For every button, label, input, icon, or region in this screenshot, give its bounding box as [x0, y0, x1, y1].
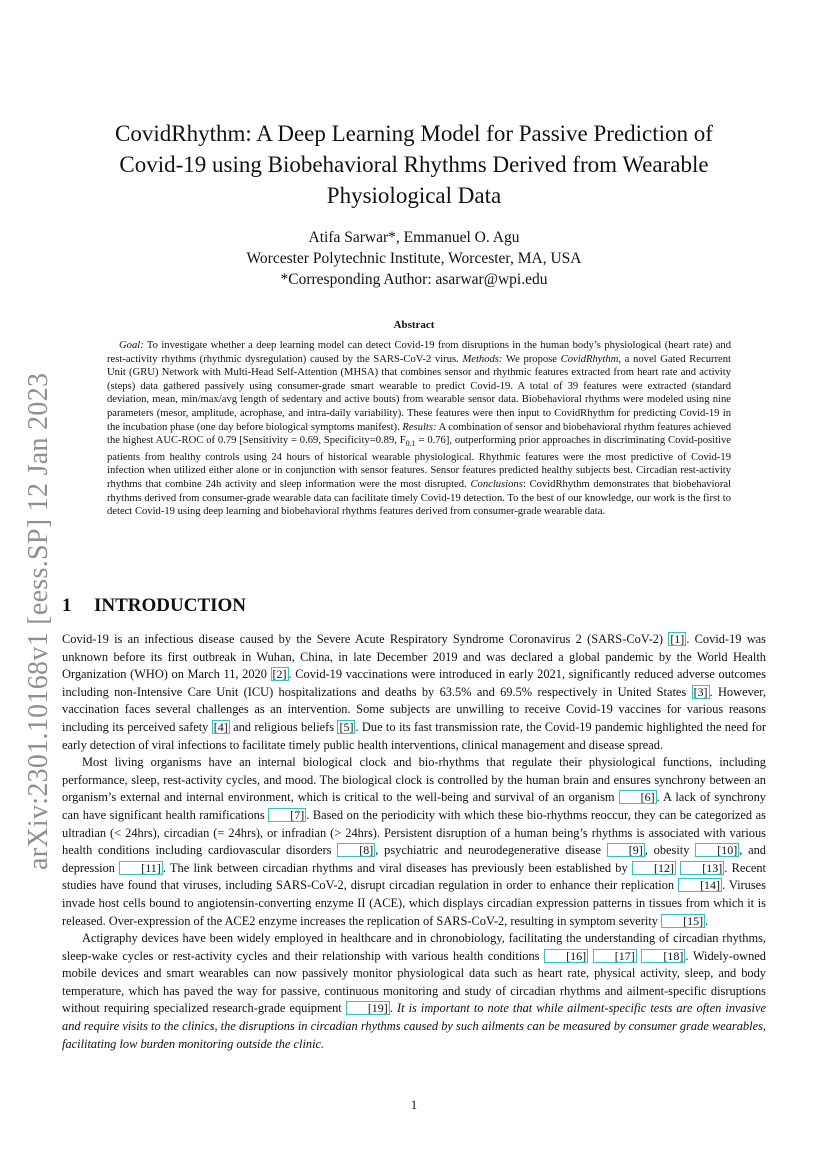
page-number: 1 [410, 1098, 418, 1112]
citation-link[interactable]: [3] [693, 684, 708, 699]
text-run: Actigraphy devices have been widely employed in healthcare and in chronobiology, facilitating the understanding of circadian rhythms, sleep-wake cycles or rest-activity cycles and their relationship with various health conditions [62, 931, 766, 963]
citation-link[interactable]: [13] [680, 861, 724, 875]
introduction-body [62, 631, 766, 1053]
citation-link[interactable]: [10] [695, 843, 739, 857]
section-heading [62, 595, 246, 617]
abstract-body [107, 339, 731, 519]
text-run: . Viruses invade host cells bound to angiotensin-converting enzyme II (ACE), which displays circadian expression patterns in tissues from which it is released. Over-expression of the ACE2 enzyme increases the replication of SARS-CoV-2, resulting in symptom severity [62, 878, 766, 928]
section-title: INTRODUCTION [94, 595, 247, 616]
intro-paragraph-2 [62, 754, 766, 930]
author-block [150, 227, 678, 290]
goal-text: To investigate whether a deep learning model can detect Covid-19 from disruptions in the human body’s physiological (heart rate) and rest-activity rhythms (rhythmic dysregulation) caused by the SARS-CoV-2 virus. [107, 340, 731, 365]
text-run: . Based on the periodicity with which these bio-rhythms reoccur, they can be categorized as ultradian (< 24hrs), circadian (= 24hrs), or infradian (> 24hrs). Persistent disruption of a human being’s rhythms is associated with various health conditions including cardiovascular disorders [62, 807, 766, 858]
goal-label: Goal: [119, 340, 144, 351]
citation-link[interactable]: [6] [619, 790, 657, 804]
text-run: . A lack of synchrony can have significant health ramifications [62, 790, 766, 822]
author-names: Atifa Sarwar*, Emmanuel O. Agu [308, 229, 520, 246]
citation-link[interactable]: [16] [544, 949, 588, 963]
text-run: . [705, 913, 709, 928]
abstract-heading: Abstract [393, 319, 435, 331]
citation-link[interactable]: [2] [272, 667, 287, 682]
results-text-continued: = 0.76], outperforming prior approaches in discriminating Covid-positive patients from healthy controls using 24 hours of historical wearable physiological. Rhythmic features were the most predictive of Covid-19 infection when utilized either alone or in conjunction with sensor features. Sensor features predicted healthy subjects best. Circadian rest-activity rhythms that combine 24h activity and sleep information were the most disrupted. [107, 435, 731, 491]
text-run: Most living organisms have an internal biological clock and bio-rhythms that regulate their physiological functions, including performance, sleep, rest-activity cycles, and mood. The biological clock is controlled by the human brain and ensures synchrony between an organism’s external and internal environment, which is critical to the well-being and survival of an organism [62, 755, 766, 805]
paper-title: CovidRhythm: A Deep Learning Model for Passive Prediction of Covid-19 using Biobehavioral Rhythms Derived from Wearable Physiological Data [115, 121, 713, 208]
citation-link[interactable]: [18] [641, 949, 685, 963]
text-run: , and depression [62, 843, 766, 875]
text-run: , psychiatric and neurodegenerative disease [375, 843, 607, 858]
conclusions-label: Conclusions [470, 479, 523, 491]
citation-link[interactable]: [12] [632, 861, 676, 875]
author-affiliation: Worcester Polytechnic Institute, Worcester, MA, USA [246, 250, 582, 267]
methods-text: , a novel Gated Recurrent Unit (GRU) Network with Multi-Head Self-Attention (MHSA) that combines sensor and rhythmic features extracted from heart rate and activity (steps) data gathered passively using consumer-grade smart wearable to predict Covid-19. A total of 39 features were extracted (standard deviation, mean, min/max/avg length of sedentary and active bouts) from wearable sensor data. Biobehavioral rhythms were modeled using nine parameters (mesor, amplitude, acrophase, and intra-daily variability). These features were then input to CovidRhythm for predicting Covid-19 in the incubation phase (one day before biological symptoms manifest). [107, 353, 731, 433]
citation-link[interactable]: [17] [593, 949, 637, 963]
citation-link[interactable]: [8] [337, 843, 375, 857]
methods-pre: We propose [502, 353, 561, 365]
citation-link[interactable]: [11] [119, 861, 163, 875]
intro-paragraph-3 [62, 930, 766, 1053]
results-label: Results: [402, 421, 437, 433]
section-number: 1 [62, 595, 72, 616]
text-run: . Recent studies have found that viruses, including SARS-CoV-2, disrupt circadian regulation in order to enhance their replication [62, 860, 766, 893]
citation-link[interactable]: [4] [213, 719, 228, 734]
citation-link[interactable]: [1] [670, 632, 685, 646]
abstract-paragraph [107, 339, 731, 519]
text-run: . Covid-19 was unknown before its first outbreak in Wuhan, China, in late December 2019 and was declared a global pandemic by the World Health Organization (WHO) on March 11, 2020 [62, 632, 767, 682]
methods-label: Methods: [462, 353, 503, 365]
text-run: . [389, 1001, 397, 1016]
citation-link[interactable]: [14] [678, 878, 722, 892]
text-run: . However, vaccination faces several challenges as an intervention. Some subjects are unwilling to receive Covid-19 vaccines for various reasons including its perceived safety [62, 684, 766, 734]
text-run: . Covid-19 vaccinations were introduced in early 2021, significantly reduced adverse outcomes including non-Intensive Care Unit (ICU) hospitalizations and deaths by 63.5% and 69.5% respectively in United States [62, 667, 766, 699]
citation-link[interactable]: [9] [607, 843, 645, 857]
text-run: . The link between circadian rhythms and viral diseases has previously been established by [162, 860, 632, 875]
results-subscript: 0.1 [405, 439, 416, 449]
conclusions-text: : CovidRhythm demonstrates that biobehavioral rhythms derived from consumer-grade wearable data can facilitate timely Covid-19 detection. To the best of our knowledge, our work is the first to detect Covid-19 using deep learning and biobehavioral rhythms features derived from consumer-grade wearable data. [107, 479, 731, 518]
arxiv-identifier-stamp: arXiv:2301.10168v1 [eess.SP] 12 Jan 2023 [23, 372, 54, 870]
citation-link[interactable]: [15] [661, 914, 705, 928]
methods-model-name: CovidRhythm [560, 353, 619, 365]
text-run: , obesity [644, 843, 696, 858]
intro-paragraph-1 [62, 631, 766, 754]
citation-link[interactable]: [7] [268, 808, 306, 822]
citation-link[interactable]: [19] [346, 1001, 390, 1015]
results-text: A combination of sensor and biobehavioral rhythm features achieved the highest AUC-ROC of 0.79 [Sensitivity = 0.69, Specificity=0.89, F [107, 421, 731, 447]
emphasized-text: It is important to note that while ailment-specific tests are often invasive and require visits to the clinics, the disruptions in circadian rhythms caused by such ailments can be measured by consumer grade wearables, facilitating low burden monitoring outside the clinic. [62, 1001, 766, 1051]
text-run: . Due to its fast transmission rate, the Covid-19 pandemic highlighted the need for early detection of viral infections to facilitate timely public health interventions, clinical management and disease spread. [62, 719, 767, 752]
corresponding-author: *Corresponding Author: asarwar@wpi.edu [280, 271, 548, 288]
text-run: . Widely-owned mobile devices and smart wearables can now passively monitor physiological data such as heart rate, physical activity, sleep, and body temperature, which has paved the way for passive, continuous monitoring and study of circadian rhythms and ailment-specific disruptions without requiring specialized research-grade equipment [62, 948, 766, 1016]
text-run: Covid-19 is an infectious disease caused by the Severe Acute Respiratory Syndrome Coronavirus 2 (SARS-CoV-2) [62, 632, 669, 646]
text-run: and religious beliefs [229, 719, 338, 734]
citation-link[interactable]: [5] [339, 719, 354, 734]
